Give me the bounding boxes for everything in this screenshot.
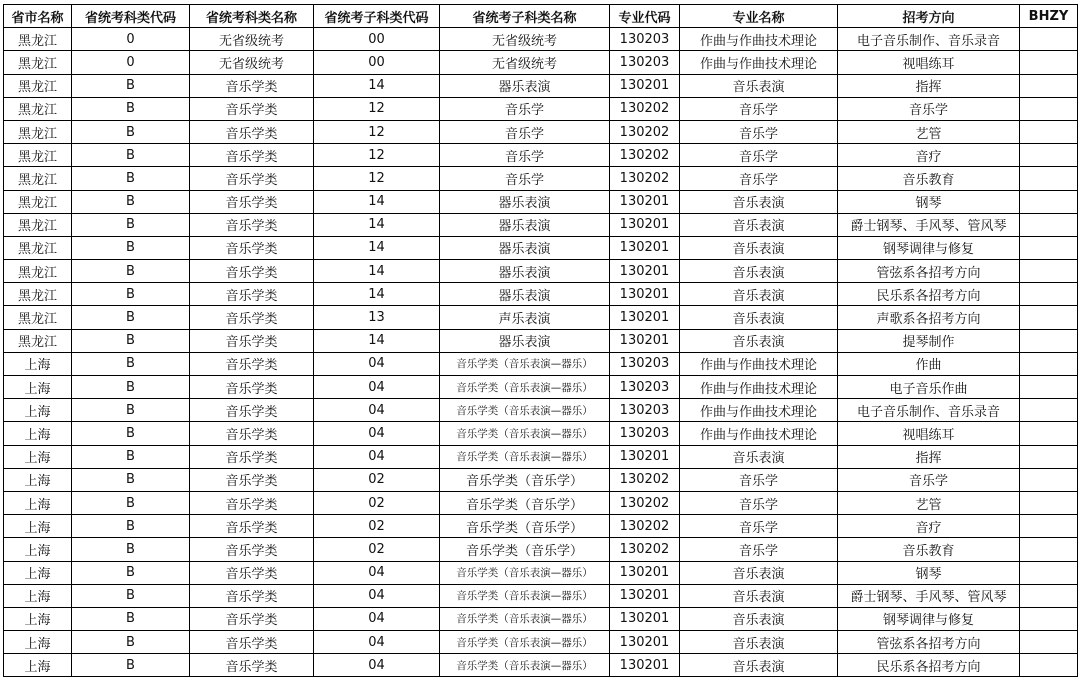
cell-category-code: B (72, 167, 190, 190)
cell-direction: 民乐系各招考方向 (838, 654, 1020, 677)
cell-major-code: 130203 (610, 28, 680, 51)
header-subcategory-name: 省统考子科类名称 (440, 5, 610, 28)
cell-category-code: B (72, 491, 190, 514)
table-row (4, 283, 1078, 306)
cell-category-code: B (72, 283, 190, 306)
cell-category-code: B (72, 422, 190, 445)
cell-subcategory-name: 音乐学 (440, 97, 610, 120)
cell-major-code: 130201 (610, 213, 680, 236)
cell-major-name: 音乐学 (680, 97, 838, 120)
cell-major-code: 130202 (610, 167, 680, 190)
cell-category-name: 音乐学类 (190, 120, 314, 143)
cell-subcategory-code: 04 (314, 631, 440, 654)
cell-province: 上海 (4, 515, 72, 538)
cell-subcategory-code: 14 (314, 283, 440, 306)
table-row (4, 352, 1078, 375)
cell-category-name: 音乐学类 (190, 283, 314, 306)
cell-direction: 艺管 (838, 120, 1020, 143)
cell-major-name: 音乐表演 (680, 213, 838, 236)
cell-major-code: 130202 (610, 538, 680, 561)
cell-bhzy (1020, 607, 1078, 630)
cell-category-name: 无省级统考 (190, 28, 314, 51)
table-row (4, 190, 1078, 213)
cell-subcategory-code: 00 (314, 51, 440, 74)
header-category-code: 省统考科类代码 (72, 5, 190, 28)
table-row (4, 236, 1078, 259)
table-row (4, 28, 1078, 51)
table-body (4, 28, 1078, 677)
cell-province: 黑龙江 (4, 144, 72, 167)
cell-category-name: 音乐学类 (190, 491, 314, 514)
cell-subcategory-code: 04 (314, 422, 440, 445)
cell-category-code: B (72, 445, 190, 468)
cell-subcategory-code: 14 (314, 213, 440, 236)
cell-direction: 钢琴 (838, 190, 1020, 213)
cell-subcategory-name: 音乐学类（音乐表演—器乐） (440, 607, 610, 630)
header-major-name: 专业名称 (680, 5, 838, 28)
cell-major-name: 音乐表演 (680, 74, 838, 97)
cell-bhzy (1020, 376, 1078, 399)
cell-major-code: 130203 (610, 399, 680, 422)
cell-category-code: B (72, 213, 190, 236)
cell-major-code: 130202 (610, 491, 680, 514)
cell-major-name: 音乐表演 (680, 306, 838, 329)
cell-major-name: 音乐学 (680, 515, 838, 538)
cell-direction: 音疗 (838, 144, 1020, 167)
cell-direction: 音乐教育 (838, 167, 1020, 190)
cell-bhzy (1020, 120, 1078, 143)
cell-major-code: 130202 (610, 120, 680, 143)
cell-province: 上海 (4, 584, 72, 607)
cell-subcategory-code: 13 (314, 306, 440, 329)
cell-subcategory-name: 无省级统考 (440, 51, 610, 74)
cell-direction: 管弦系各招考方向 (838, 260, 1020, 283)
cell-category-name: 音乐学类 (190, 352, 314, 375)
cell-subcategory-name: 音乐学类（音乐表演—器乐） (440, 352, 610, 375)
cell-province: 黑龙江 (4, 306, 72, 329)
cell-category-code: 0 (72, 28, 190, 51)
cell-subcategory-code: 04 (314, 445, 440, 468)
cell-major-code: 130201 (610, 631, 680, 654)
cell-bhzy (1020, 236, 1078, 259)
cell-major-code: 130201 (610, 329, 680, 352)
cell-subcategory-code: 00 (314, 28, 440, 51)
table-row (4, 399, 1078, 422)
table-row (4, 515, 1078, 538)
cell-bhzy (1020, 491, 1078, 514)
cell-category-name: 音乐学类 (190, 97, 314, 120)
cell-subcategory-code: 12 (314, 167, 440, 190)
cell-province: 黑龙江 (4, 97, 72, 120)
cell-subcategory-code: 04 (314, 654, 440, 677)
cell-subcategory-code: 14 (314, 74, 440, 97)
table-row (4, 329, 1078, 352)
cell-subcategory-code: 04 (314, 561, 440, 584)
table-row (4, 538, 1078, 561)
cell-category-name: 音乐学类 (190, 607, 314, 630)
cell-direction: 钢琴 (838, 561, 1020, 584)
cell-bhzy (1020, 74, 1078, 97)
header-category-name: 省统考科类名称 (190, 5, 314, 28)
cell-category-code: B (72, 329, 190, 352)
cell-bhzy (1020, 538, 1078, 561)
cell-subcategory-name: 音乐学类（音乐学） (440, 538, 610, 561)
cell-category-name: 音乐学类 (190, 167, 314, 190)
cell-bhzy (1020, 28, 1078, 51)
header-province: 省市名称 (4, 5, 72, 28)
cell-major-name: 音乐表演 (680, 607, 838, 630)
cell-bhzy (1020, 51, 1078, 74)
cell-category-code: B (72, 515, 190, 538)
cell-category-code: B (72, 236, 190, 259)
cell-province: 上海 (4, 631, 72, 654)
table-row (4, 306, 1078, 329)
cell-direction: 指挥 (838, 445, 1020, 468)
cell-major-code: 130201 (610, 654, 680, 677)
cell-bhzy (1020, 97, 1078, 120)
cell-major-code: 130201 (610, 190, 680, 213)
cell-subcategory-name: 器乐表演 (440, 190, 610, 213)
cell-category-code: B (72, 607, 190, 630)
table-row (4, 561, 1078, 584)
cell-major-name: 音乐学 (680, 538, 838, 561)
cell-category-name: 音乐学类 (190, 422, 314, 445)
cell-category-code: B (72, 120, 190, 143)
cell-category-code: B (72, 352, 190, 375)
cell-direction: 视唱练耳 (838, 422, 1020, 445)
cell-major-name: 音乐表演 (680, 445, 838, 468)
cell-major-name: 音乐表演 (680, 631, 838, 654)
cell-province: 上海 (4, 468, 72, 491)
cell-province: 黑龙江 (4, 213, 72, 236)
cell-subcategory-name: 声乐表演 (440, 306, 610, 329)
cell-bhzy (1020, 654, 1078, 677)
cell-province: 上海 (4, 561, 72, 584)
cell-major-code: 130201 (610, 584, 680, 607)
cell-subcategory-name: 器乐表演 (440, 74, 610, 97)
cell-category-name: 音乐学类 (190, 144, 314, 167)
cell-province: 上海 (4, 607, 72, 630)
cell-province: 黑龙江 (4, 51, 72, 74)
cell-subcategory-code: 14 (314, 260, 440, 283)
cell-direction: 音乐学 (838, 97, 1020, 120)
cell-major-code: 130202 (610, 97, 680, 120)
cell-subcategory-code: 04 (314, 352, 440, 375)
header-subcategory-code: 省统考子科类代码 (314, 5, 440, 28)
table-row (4, 631, 1078, 654)
cell-major-code: 130201 (610, 306, 680, 329)
cell-category-name: 音乐学类 (190, 236, 314, 259)
cell-direction: 民乐系各招考方向 (838, 283, 1020, 306)
cell-category-code: B (72, 190, 190, 213)
cell-direction: 电子音乐制作、音乐录音 (838, 28, 1020, 51)
cell-province: 黑龙江 (4, 167, 72, 190)
cell-bhzy (1020, 445, 1078, 468)
cell-direction: 声歌系各招考方向 (838, 306, 1020, 329)
cell-category-code: B (72, 399, 190, 422)
header-bhzy: BHZY (1020, 5, 1078, 28)
cell-subcategory-code: 12 (314, 97, 440, 120)
cell-province: 黑龙江 (4, 329, 72, 352)
cell-category-name: 音乐学类 (190, 74, 314, 97)
cell-subcategory-code: 04 (314, 607, 440, 630)
cell-major-name: 音乐表演 (680, 329, 838, 352)
table-row (4, 51, 1078, 74)
cell-major-code: 130202 (610, 468, 680, 491)
cell-major-code: 130203 (610, 376, 680, 399)
cell-category-name: 音乐学类 (190, 376, 314, 399)
cell-major-name: 音乐学 (680, 491, 838, 514)
cell-category-name: 音乐学类 (190, 538, 314, 561)
cell-major-code: 130202 (610, 144, 680, 167)
cell-province: 上海 (4, 491, 72, 514)
cell-subcategory-code: 14 (314, 236, 440, 259)
cell-direction: 电子音乐制作、音乐录音 (838, 399, 1020, 422)
cell-bhzy (1020, 283, 1078, 306)
cell-category-code: B (72, 74, 190, 97)
cell-subcategory-name: 音乐学类（音乐学） (440, 468, 610, 491)
cell-province: 上海 (4, 654, 72, 677)
cell-category-code: B (72, 561, 190, 584)
cell-direction: 视唱练耳 (838, 51, 1020, 74)
cell-subcategory-name: 无省级统考 (440, 28, 610, 51)
cell-subcategory-name: 音乐学类（音乐学） (440, 491, 610, 514)
cell-category-name: 音乐学类 (190, 306, 314, 329)
cell-direction: 音乐教育 (838, 538, 1020, 561)
cell-province: 黑龙江 (4, 190, 72, 213)
cell-major-code: 130201 (610, 74, 680, 97)
cell-subcategory-code: 12 (314, 144, 440, 167)
cell-major-name: 作曲与作曲技术理论 (680, 352, 838, 375)
cell-subcategory-code: 02 (314, 491, 440, 514)
cell-major-name: 音乐学 (680, 120, 838, 143)
table-row (4, 584, 1078, 607)
cell-subcategory-name: 音乐学类（音乐表演—器乐） (440, 561, 610, 584)
cell-major-code: 130203 (610, 51, 680, 74)
cell-major-code: 130201 (610, 260, 680, 283)
cell-category-name: 音乐学类 (190, 584, 314, 607)
header-major-code: 专业代码 (610, 5, 680, 28)
cell-major-name: 音乐学 (680, 468, 838, 491)
cell-direction: 电子音乐作曲 (838, 376, 1020, 399)
cell-direction: 提琴制作 (838, 329, 1020, 352)
table-header (4, 5, 1078, 28)
cell-subcategory-name: 音乐学类（音乐表演—器乐） (440, 376, 610, 399)
cell-direction: 音乐学 (838, 468, 1020, 491)
table-row (4, 144, 1078, 167)
cell-province: 黑龙江 (4, 236, 72, 259)
cell-major-name: 音乐表演 (680, 584, 838, 607)
cell-direction: 管弦系各招考方向 (838, 631, 1020, 654)
table-row (4, 167, 1078, 190)
cell-subcategory-name: 音乐学类（音乐表演—器乐） (440, 584, 610, 607)
cell-category-name: 音乐学类 (190, 631, 314, 654)
cell-province: 黑龙江 (4, 28, 72, 51)
cell-subcategory-name: 音乐学 (440, 144, 610, 167)
cell-major-name: 音乐表演 (680, 190, 838, 213)
cell-subcategory-name: 器乐表演 (440, 213, 610, 236)
cell-category-name: 音乐学类 (190, 190, 314, 213)
table-row (4, 654, 1078, 677)
cell-direction: 爵士钢琴、手风琴、管风琴 (838, 584, 1020, 607)
cell-bhzy (1020, 468, 1078, 491)
cell-major-code: 130203 (610, 352, 680, 375)
cell-bhzy (1020, 167, 1078, 190)
cell-category-code: B (72, 144, 190, 167)
table-row (4, 120, 1078, 143)
table-row (4, 468, 1078, 491)
cell-subcategory-name: 音乐学 (440, 167, 610, 190)
cell-subcategory-code: 14 (314, 190, 440, 213)
cell-province: 黑龙江 (4, 120, 72, 143)
cell-direction: 指挥 (838, 74, 1020, 97)
cell-major-name: 作曲与作曲技术理论 (680, 376, 838, 399)
cell-major-name: 作曲与作曲技术理论 (680, 422, 838, 445)
cell-category-name: 无省级统考 (190, 51, 314, 74)
cell-bhzy (1020, 584, 1078, 607)
cell-major-name: 作曲与作曲技术理论 (680, 28, 838, 51)
cell-category-name: 音乐学类 (190, 561, 314, 584)
cell-category-name: 音乐学类 (190, 329, 314, 352)
table-row (4, 445, 1078, 468)
cell-major-code: 130203 (610, 422, 680, 445)
cell-category-name: 音乐学类 (190, 468, 314, 491)
cell-bhzy (1020, 329, 1078, 352)
cell-province: 上海 (4, 422, 72, 445)
cell-province: 黑龙江 (4, 283, 72, 306)
cell-province: 上海 (4, 538, 72, 561)
cell-major-code: 130201 (610, 445, 680, 468)
cell-major-name: 作曲与作曲技术理论 (680, 51, 838, 74)
cell-subcategory-name: 音乐学类（音乐表演—器乐） (440, 445, 610, 468)
cell-subcategory-name: 音乐学类（音乐表演—器乐） (440, 631, 610, 654)
cell-subcategory-name: 音乐学 (440, 120, 610, 143)
cell-bhzy (1020, 213, 1078, 236)
cell-major-name: 作曲与作曲技术理论 (680, 399, 838, 422)
cell-category-code: 0 (72, 51, 190, 74)
cell-bhzy (1020, 399, 1078, 422)
cell-subcategory-code: 14 (314, 329, 440, 352)
cell-province: 上海 (4, 352, 72, 375)
admissions-table (3, 4, 1078, 677)
header-direction: 招考方向 (838, 5, 1020, 28)
cell-subcategory-code: 02 (314, 515, 440, 538)
cell-major-name: 音乐学 (680, 144, 838, 167)
cell-direction: 爵士钢琴、手风琴、管风琴 (838, 213, 1020, 236)
cell-bhzy (1020, 422, 1078, 445)
cell-category-code: B (72, 306, 190, 329)
cell-province: 上海 (4, 445, 72, 468)
table-row (4, 74, 1078, 97)
cell-province: 上海 (4, 376, 72, 399)
table-row (4, 607, 1078, 630)
cell-major-code: 130201 (610, 561, 680, 584)
cell-category-code: B (72, 631, 190, 654)
table-row (4, 491, 1078, 514)
cell-bhzy (1020, 260, 1078, 283)
cell-subcategory-name: 器乐表演 (440, 236, 610, 259)
cell-subcategory-code: 04 (314, 584, 440, 607)
cell-bhzy (1020, 631, 1078, 654)
cell-major-name: 音乐表演 (680, 236, 838, 259)
cell-direction: 作曲 (838, 352, 1020, 375)
cell-category-code: B (72, 584, 190, 607)
cell-category-code: B (72, 468, 190, 491)
table-row (4, 213, 1078, 236)
cell-major-code: 130201 (610, 283, 680, 306)
cell-subcategory-code: 12 (314, 120, 440, 143)
cell-category-code: B (72, 538, 190, 561)
cell-major-name: 音乐表演 (680, 260, 838, 283)
cell-province: 上海 (4, 399, 72, 422)
cell-subcategory-code: 04 (314, 399, 440, 422)
cell-bhzy (1020, 306, 1078, 329)
cell-major-name: 音乐表演 (680, 283, 838, 306)
cell-subcategory-name: 音乐学类（音乐表演—器乐） (440, 654, 610, 677)
cell-subcategory-name: 音乐学类（音乐表演—器乐） (440, 422, 610, 445)
cell-major-code: 130201 (610, 236, 680, 259)
cell-major-code: 130201 (610, 607, 680, 630)
table-row (4, 376, 1078, 399)
header-row (4, 5, 1078, 28)
cell-subcategory-name: 音乐学类（音乐表演—器乐） (440, 399, 610, 422)
cell-category-code: B (72, 97, 190, 120)
cell-major-name: 音乐表演 (680, 654, 838, 677)
table-row (4, 260, 1078, 283)
cell-bhzy (1020, 144, 1078, 167)
cell-subcategory-code: 02 (314, 468, 440, 491)
cell-bhzy (1020, 561, 1078, 584)
cell-province: 黑龙江 (4, 74, 72, 97)
cell-major-name: 音乐表演 (680, 561, 838, 584)
cell-bhzy (1020, 352, 1078, 375)
cell-category-code: B (72, 260, 190, 283)
cell-category-name: 音乐学类 (190, 654, 314, 677)
cell-category-name: 音乐学类 (190, 515, 314, 538)
cell-category-name: 音乐学类 (190, 213, 314, 236)
cell-subcategory-code: 02 (314, 538, 440, 561)
cell-direction: 钢琴调律与修复 (838, 607, 1020, 630)
table-row (4, 422, 1078, 445)
cell-direction: 音疗 (838, 515, 1020, 538)
cell-direction: 艺管 (838, 491, 1020, 514)
cell-category-name: 音乐学类 (190, 445, 314, 468)
cell-subcategory-name: 器乐表演 (440, 329, 610, 352)
cell-subcategory-name: 器乐表演 (440, 283, 610, 306)
cell-bhzy (1020, 190, 1078, 213)
cell-province: 黑龙江 (4, 260, 72, 283)
cell-subcategory-name: 器乐表演 (440, 260, 610, 283)
cell-major-code: 130202 (610, 515, 680, 538)
cell-major-name: 音乐学 (680, 167, 838, 190)
cell-category-code: B (72, 376, 190, 399)
cell-direction: 钢琴调律与修复 (838, 236, 1020, 259)
cell-category-name: 音乐学类 (190, 399, 314, 422)
cell-category-name: 音乐学类 (190, 260, 314, 283)
cell-subcategory-name: 音乐学类（音乐学） (440, 515, 610, 538)
cell-bhzy (1020, 515, 1078, 538)
cell-subcategory-code: 04 (314, 376, 440, 399)
table-row (4, 97, 1078, 120)
cell-category-code: B (72, 654, 190, 677)
